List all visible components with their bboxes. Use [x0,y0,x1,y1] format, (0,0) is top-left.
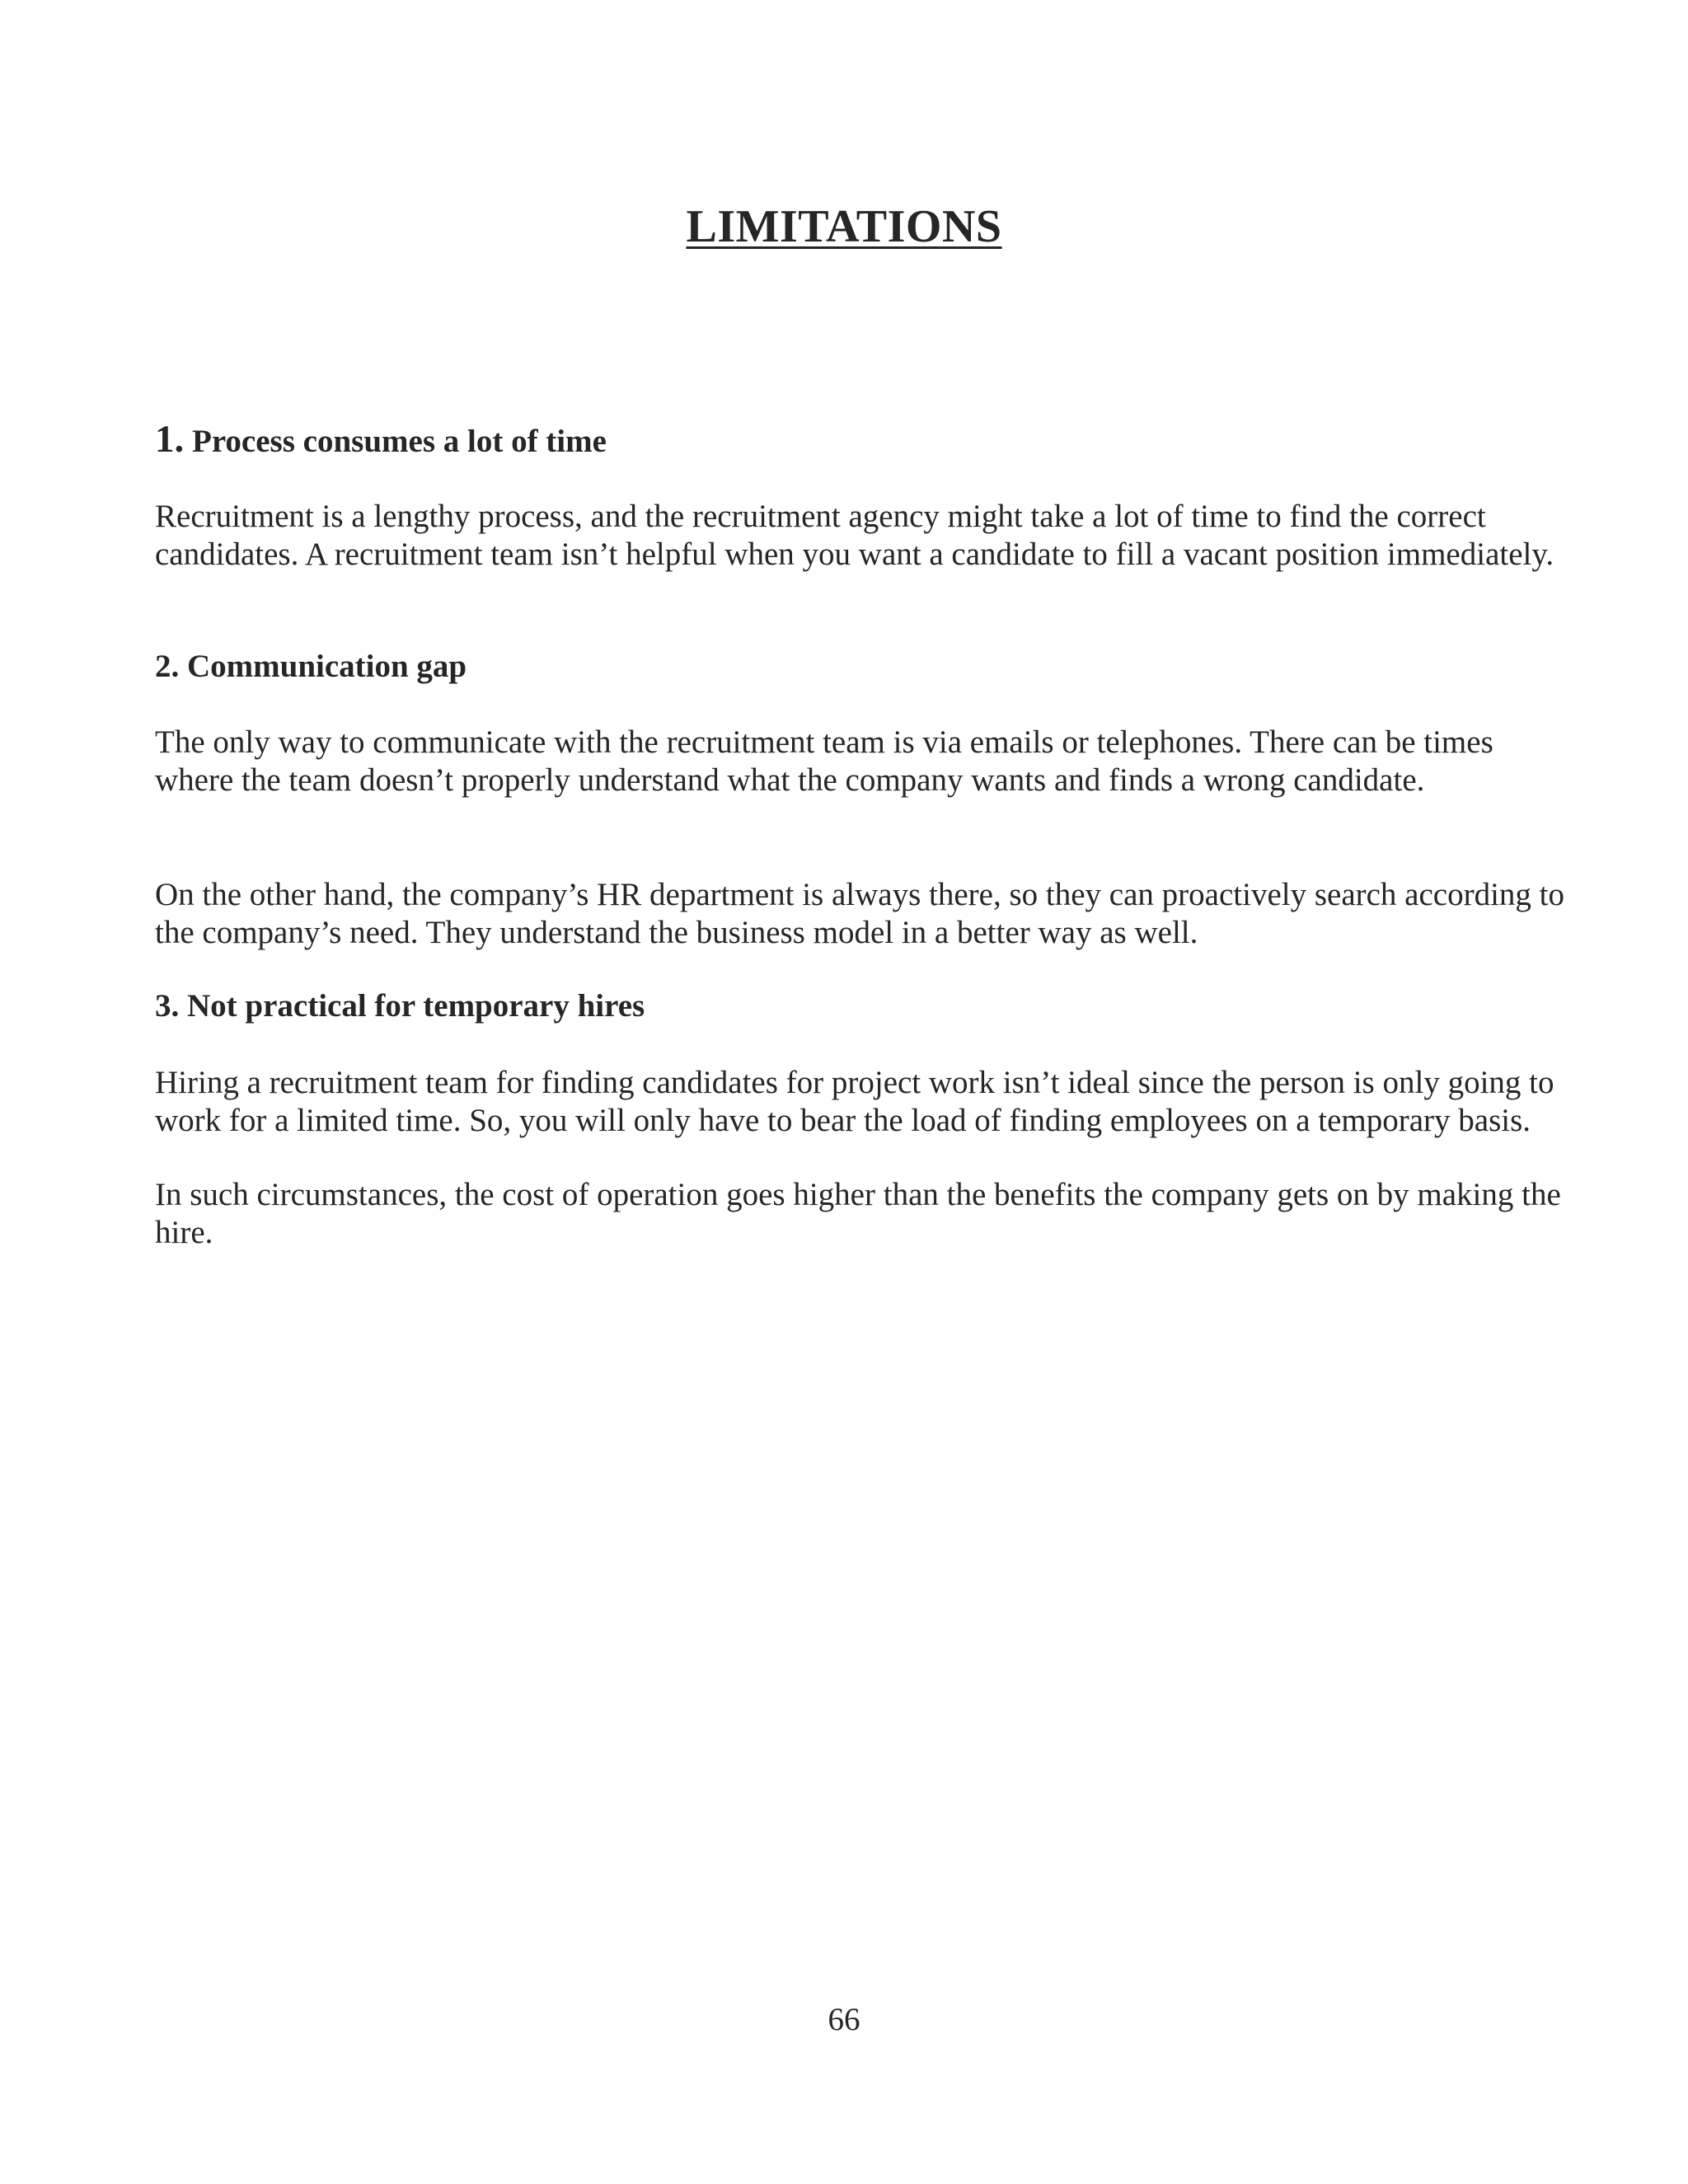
section-3-number: 3. [155,988,180,1024]
section-1-number: 1. [155,418,185,461]
section-1-heading-text: Process consumes a lot of time [192,424,607,459]
section-2-heading-text: Communication gap [187,649,467,684]
section-3-paragraph-1: Hiring a recruitment team for finding candidates for project work isn’t ideal since the person is only going to work for a limited time. So, you will only have to bear the load of finding employees on a temporary basis. [155,1065,1554,1138]
section-2-paragraph-2: On the other hand, the company’s HR department is always there, so they can proactively search according to the company’s need. They understand the business model in a better way as well. [155,877,1565,950]
section-1-heading [155,420,1573,461]
section-1-paragraph-1: Recruitment is a lengthy process, and the recruitment agency might take a lot of time to find the correct candidates. A recruitment team isn’t helpful when you want a candidate to fill a vacant position immediately. [155,499,1554,572]
section-2-heading [155,648,1573,686]
page-number: 66 [828,2002,860,2037]
section-3-heading [155,987,1573,1025]
page-title: LIMITATIONS [686,201,1002,252]
section-3-paragraph-2: In such circumstances, the cost of operation goes higher than the benefits the company gets on by making the hire. [155,1177,1561,1250]
section-2-number: 2. [155,649,180,684]
section-3-heading-text: Not practical for temporary hires [187,988,645,1024]
section-2-paragraph-1: The only way to communicate with the recruitment team is via emails or telephones. There can be times where the team doesn’t properly understand what the company wants and finds a wrong candidate. [155,724,1493,798]
